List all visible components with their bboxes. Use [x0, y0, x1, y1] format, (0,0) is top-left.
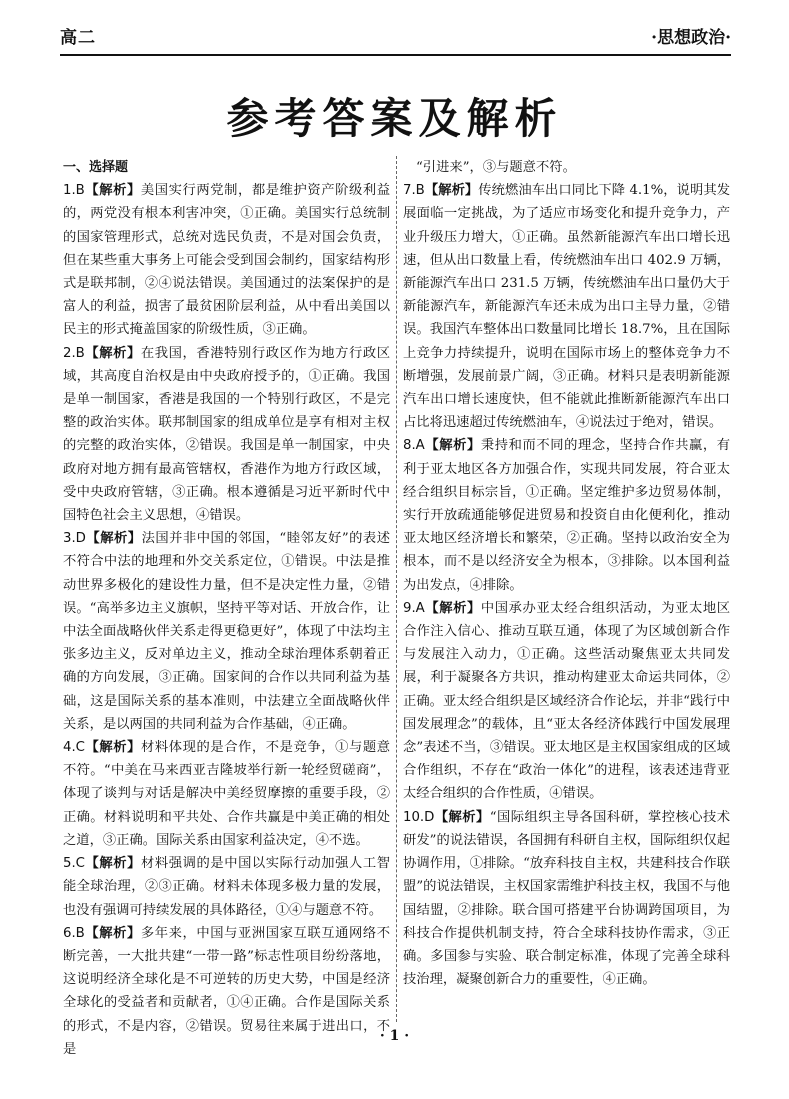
analysis-tag: 【解析】 [84, 925, 141, 941]
answer-number: 2.B [63, 345, 85, 361]
answer-item [63, 179, 390, 341]
answer-number: 3.D [63, 531, 86, 547]
answer-number: 6.B [63, 925, 85, 941]
analysis-text: 法国并非中国的邻国，“睦邻友好”的表述不符合中法的地理和外交关系定位，①错误。中法是推动世界多极化的建设性力量，但不是决定性力量，②错误。“高举多边主义旗帜，坚持平等对话、开放合作，让中法全面战略伙伴关系走得更稳更好”，体现了中法均主张多边主义，反对单边主义，推动全球治理体系朝着正确的方向发展，③正确。国家间的合作以共同利益为基础，这是国际关系的基本准则，中法建立全面战略伙伴关系，是以两国的共同利益为合作基础，④正确。 [63, 531, 390, 732]
answer-item [403, 434, 730, 596]
answer-item [63, 527, 390, 736]
answer-number: 8.A [403, 438, 425, 454]
analysis-text: 材料体现的是合作，不是竞争，①与题意不符。“中美在马来西亚吉隆坡举行新一轮经贸磋商”，体现了谈判与对话是解决中美经贸摩擦的重要手段，②正确。材料说明和平共处、合作共赢是中美正确的相处之道，③正确。国际关系由国家利益决定，④不选。 [63, 740, 391, 848]
grade-label: 高二 [60, 28, 96, 48]
analysis-tag: 【解析】 [84, 740, 142, 756]
analysis-tag: 【解析】 [424, 600, 481, 616]
answer-number: 7.B [403, 183, 425, 199]
analysis-text: 美国实行两党制，都是维护资产阶级利益的，两党没有根本利害冲突，①正确。美国实行总统制的国家管理形式，总统对选民负责，不是对国会负责，但在某些重大事务上可能会受到国会制约，国家结构形式是联邦制，②④说法错误。美国通过的法案保护的是富人的利益，损害了最贫困阶层利益，从中看出美国以民主的形式掩盖国家的阶级性质，③正确。 [63, 183, 391, 338]
analysis-text: 秉持和而不同的理念，坚持合作共赢，有利于亚太地区各方加强合作，实现共同发展，符合亚太经合组织目标宗旨，①正确。坚定维护多边贸易体制，实行开放疏通能够促进贸易和投资自由化便利化，推动亚太地区经济增长和繁荣，②正确。坚持以政治安全为根本，而不是以经济安全为根本，③排除。以本国利益为出发点，④排除。 [403, 438, 731, 593]
answer-number: 9.A [403, 600, 425, 616]
analysis-tag: 【解析】 [424, 183, 479, 199]
column-divider [396, 156, 397, 1022]
analysis-tag: 【解析】 [84, 345, 141, 361]
analysis-text: 中国承办亚太经合组织活动，为亚太地区合作注入信心、推动互联互通，体现了为区域创新合作与发展注入动力，①正确。这些活动聚焦亚太共同发展，利于凝聚各方共识，推动构建亚太命运共同体，②正确。亚太经合组织是区域经济合作论坛，并非“践行中国发展理念”的载体，且“亚太各经济体践行中国发展理念”表述不当，③错误。亚太地区是主权国家组成的区域合作组织，不存在“政治一体化”的进程，该表述违背亚太经合组织的合作性质，④错误。 [403, 600, 731, 802]
section-title: 一、选择题 [63, 160, 129, 175]
analysis-tag: 【解析】 [84, 856, 142, 872]
answer-number: 10.D [403, 809, 435, 825]
continuation-text: “引进来”，③与题意不符。 [416, 160, 576, 175]
answer-number: 1.B [63, 183, 85, 199]
subject-label: ·思想政治· [651, 28, 731, 48]
answer-item [403, 179, 730, 434]
analysis-text: 多年来，中国与亚洲国家互联互通网络不断完善，一大批共建“一带一路”标志性项目纷纷落地，这说明经济全球化是不可逆转的历史大势，中国是经济全球化的受益者和贡献者，①④正确。合作是国际关系的形式，不是内容，②错误。贸易往来属于进出口，不是 [63, 925, 391, 1057]
answer-number: 4.C [63, 740, 85, 756]
answer-item [63, 852, 390, 922]
answer-item [63, 342, 390, 528]
analysis-text: 在我国，香港特别行政区作为地方行政区域，其高度自治权是由中央政府授予的，①正确。我国是单一制国家，香港是我国的一个特别行政区，不是完整的政治实体。联邦制国家的组成单位是享有相对主权的完整的政治实体，②错误。我国是单一制国家，中央政府对地方拥有最高管辖权，香港作为地方行政区域，受中央政府管辖，③正确。根本遵循是习近平新时代中国特色社会主义思想，④错误。 [63, 345, 391, 524]
analysis-tag: 【解析】 [84, 183, 141, 199]
page-title: 参考答案及解析 [226, 94, 563, 143]
answer-item [403, 597, 730, 806]
analysis-tag: 【解析】 [424, 438, 481, 454]
analysis-text: 材料强调的是中国以实际行动加强人工智能全球治理，②③正确。材料未体现多极力量的发展，也没有强调可持续发展的具体路径，①④与题意不符。 [63, 856, 391, 918]
page-number: · 1 · [379, 1028, 410, 1044]
analysis-text: “国际组织主导各国科研，掌控核心技术研发”的说法错误，各国拥有科研自主权，国际组织仅起协调作用，①排除。“放弃科技自主权，共建科技合作联盟”的说法错误，主权国家需维护科技主权，我国不与他国结盟，②排除。联合国可搭建平台协调跨国项目，为科技合作提供机制支持，符合全球科技协作需求，③正确。多国参与实验、联合制定标准，体现了完善全球科技治理，凝聚创新合力的重要性，④正确。 [403, 809, 730, 988]
analysis-text: 传统燃油车出口同比下降 4.1%，说明其发展面临一定挑战，为了适应市场变化和提升竞争力，产业升级压力增大，①正确。虽然新能源汽车出口增长迅速，但从出口数量上看，传统燃油车出口 402.9 万辆，新能源汽车出口 231.5 万辆，传统燃油车出口量仍大于新能源汽车，新能源汽车还未成为出口主导力量，②错误。我国汽车整体出口数量同比增长 18.7%，且在国际上竞争力持续提升，说明在国际市场上的整体竞争力不断增强，发展前景广阔，③正确。材料只是表明新能源汽车出口增长速度快，但不能就此推断新能源汽车出口占比将迅速超过传统燃油车，④说法过于绝对，错误。 [403, 183, 730, 431]
answer-item [403, 806, 730, 992]
right-column [403, 156, 730, 991]
left-column [63, 156, 390, 1061]
page-header [60, 14, 731, 56]
answer-item [63, 736, 390, 852]
analysis-tag: 【解析】 [434, 809, 490, 825]
analysis-tag: 【解析】 [85, 531, 142, 547]
answer-number: 5.C [63, 856, 85, 872]
